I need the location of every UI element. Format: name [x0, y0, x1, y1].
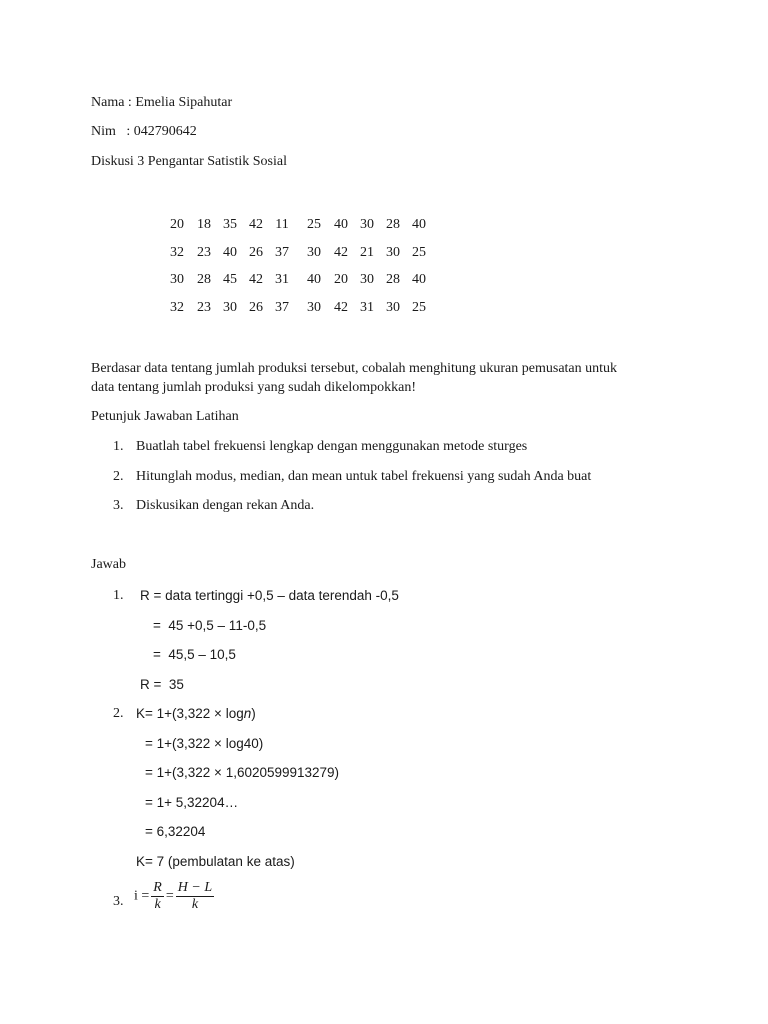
- data-table-cell: 40: [412, 217, 426, 232]
- data-table-cell: 42: [334, 245, 348, 260]
- data-table-cell: 18: [197, 217, 211, 232]
- hint-item-number: 1.: [113, 439, 124, 454]
- data-table-cell: 31: [360, 300, 374, 315]
- data-table-cell: 30: [307, 300, 321, 315]
- range-simplified: = 45,5 – 10,5: [153, 647, 236, 662]
- data-table-cell: 26: [249, 300, 263, 315]
- class-count-result: K= 7 (pembulatan ke atas): [136, 854, 295, 869]
- answer-title: Jawab: [91, 557, 126, 572]
- data-table-cell: 30: [360, 217, 374, 232]
- class-count-formula: K= 1+(3,322 × logn): [136, 706, 256, 721]
- data-table-cell: 42: [249, 217, 263, 232]
- step-number: 3.: [113, 894, 124, 909]
- data-table-cell: 40: [223, 245, 237, 260]
- data-table-cell: 30: [223, 300, 237, 315]
- interval-formula: i = $\frac{R}{k}$ = $\frac{H - L}{k}$: [134, 880, 213, 912]
- data-table-cell: 30: [386, 300, 400, 315]
- data-table-cell: 40: [412, 272, 426, 287]
- question-line-1: Berdasar data tentang jumlah produksi tersebut, cobalah menghitung ukuran pemusatan untuk: [91, 361, 618, 376]
- hint-item-text: Hitunglah modus, median, dan mean untuk tabel frekuensi yang sudah Anda buat: [136, 469, 592, 484]
- data-table-cell: 35: [223, 217, 237, 232]
- range-result: R = 35: [140, 677, 184, 692]
- data-table-cell: 28: [386, 272, 400, 287]
- data-table-cell: 37: [275, 300, 289, 315]
- hint-item-number: 2.: [113, 469, 124, 484]
- range-substitution: = 45 +0,5 – 11-0,5: [153, 618, 267, 633]
- data-table-cell: 25: [412, 245, 426, 260]
- fraction-r-over-k: $\frac{R}{k}$: [153, 880, 162, 912]
- data-table-cell: 42: [334, 300, 348, 315]
- hint-item-number: 3.: [113, 498, 124, 513]
- class-count-step: = 1+(3,322 × log40): [145, 736, 264, 751]
- hint-item-text: Diskusikan dengan rekan Anda.: [136, 498, 315, 513]
- document-title: Diskusi 3 Pengantar Satistik Sosial: [91, 154, 287, 169]
- fraction-h-minus-l-over-k: $\frac{H - L}{k}$: [177, 880, 213, 912]
- step-number: 1.: [113, 588, 124, 603]
- class-count-step: = 1+ 5,32204…: [145, 795, 239, 810]
- data-table-cell: 21: [360, 245, 374, 260]
- data-table-cell: 32: [170, 300, 184, 315]
- student-nim: Nim : 042790642: [91, 124, 197, 139]
- data-table-cell: 40: [334, 217, 348, 232]
- data-table-cell: 28: [386, 217, 400, 232]
- data-table-cell: 25: [412, 300, 426, 315]
- data-table-cell: 30: [386, 245, 400, 260]
- data-table-cell: 23: [197, 245, 211, 260]
- hint-item-text: Buatlah tabel frekuensi lengkap dengan menggunakan metode sturges: [136, 439, 528, 454]
- data-table-cell: 30: [170, 272, 184, 287]
- data-table-cell: 28: [197, 272, 211, 287]
- hint-title: Petunjuk Jawaban Latihan: [91, 409, 239, 424]
- data-table-cell: 30: [360, 272, 374, 287]
- data-table-cell: 37: [275, 245, 289, 260]
- data-table-cell: 42: [249, 272, 263, 287]
- data-table-cell: 40: [307, 272, 321, 287]
- data-table-cell: 45: [223, 272, 237, 287]
- step-number: 2.: [113, 706, 124, 721]
- data-table-cell: 26: [249, 245, 263, 260]
- class-count-step: = 6,32204: [145, 824, 206, 839]
- data-table-cell: 23: [197, 300, 211, 315]
- data-table-cell: 30: [307, 245, 321, 260]
- data-table-cell: 20: [334, 272, 348, 287]
- range-formula: R = data tertinggi +0,5 – data terendah -0,5: [140, 588, 399, 603]
- student-name: Nama : Emelia Sipahutar: [91, 95, 233, 110]
- data-table-cell: 25: [307, 217, 321, 232]
- question-line-2: data tentang jumlah produksi yang sudah dikelompokkan!: [91, 380, 417, 395]
- data-table-cell: 20: [170, 217, 184, 232]
- data-table-cell: 11: [275, 217, 289, 232]
- data-table-cell: 31: [275, 272, 289, 287]
- data-table-cell: 32: [170, 245, 184, 260]
- class-count-step: = 1+(3,322 × 1,6020599913279): [145, 765, 340, 780]
